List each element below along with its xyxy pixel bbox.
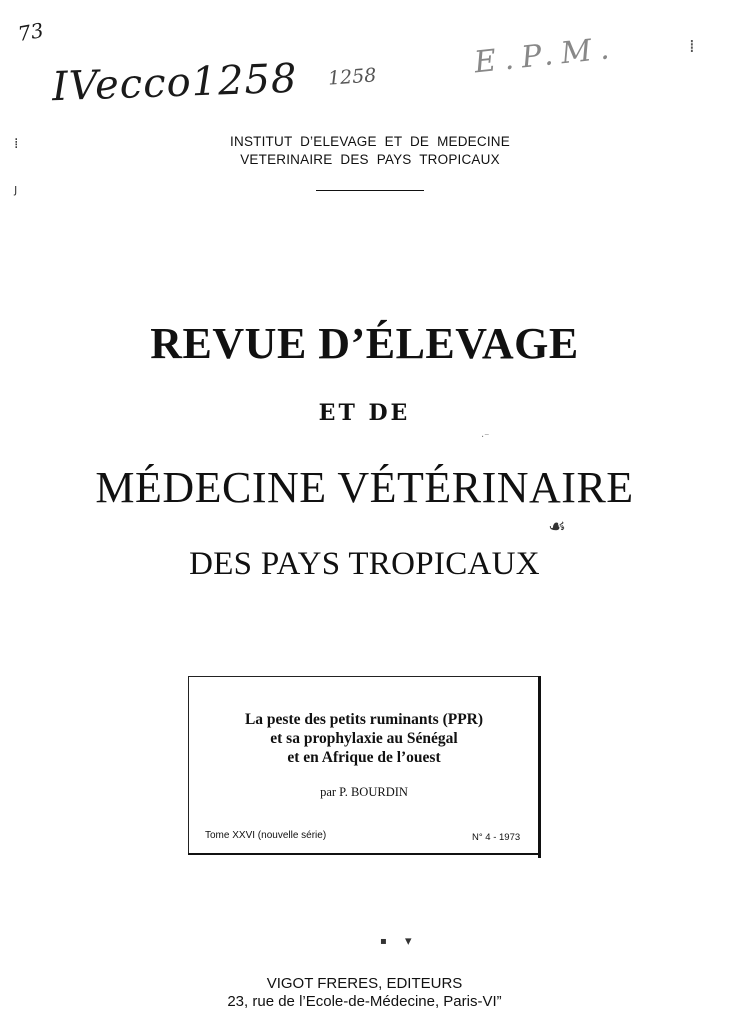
title-et-de: ET DE [318, 400, 411, 426]
article-title [196, 710, 532, 767]
issue-number: N° 4 - 1973 [472, 832, 521, 843]
handwritten-initials: E.P.M. [472, 30, 619, 81]
margin-mark-icon: ⁞ [689, 36, 695, 57]
margin-mark-icon: ▾ [405, 934, 412, 949]
article-title-line-2: et sa prophylaxie au Sénégal [270, 730, 458, 747]
handwritten-number: 73 [16, 17, 46, 47]
handwritten-reference: IVecco1258 [51, 55, 299, 111]
tome-label: Tome XXVI (nouvelle série) [205, 830, 327, 841]
margin-mark-icon: ☙ [548, 514, 566, 538]
article-title-line-1: La peste des petits ruminants (PPR) [244, 711, 484, 728]
title-pays-tropicaux: DES PAYS TROPICAUX [189, 546, 540, 582]
margin-mark-icon: ⁞ [14, 136, 19, 152]
institute-header [200, 133, 540, 169]
publisher-address: 23, rue de l’Ecole-de-Médecine, Paris-VI” [227, 993, 502, 1010]
margin-mark-icon: ▪ [380, 936, 387, 947]
publisher-name: VIGOT FRERES, EDITEURS [266, 975, 463, 992]
publisher-block [0, 975, 729, 1011]
article-box-shadow-bottom [188, 853, 541, 855]
handwritten-small-number: 1258 [327, 64, 378, 90]
institute-line-1: INSTITUT D’ELEVAGE ET DE MEDECINE [230, 134, 510, 149]
margin-mark-icon: ȷ [14, 182, 18, 196]
title-revue-elevage: REVUE D’ÉLEVAGE [150, 319, 579, 368]
title-medecine-veterinaire: MÉDECINE VÉTÉRINAIRE [95, 463, 634, 512]
article-title-line-3: et en Afrique de l’ouest [287, 749, 441, 766]
article-author: par P. BOURDIN [320, 785, 408, 799]
article-box-shadow-right [538, 676, 541, 858]
header-rule [316, 190, 424, 191]
margin-mark-icon: ·⁻ [481, 432, 490, 443]
institute-line-2: VETERINAIRE DES PAYS TROPICAUX [240, 152, 500, 167]
